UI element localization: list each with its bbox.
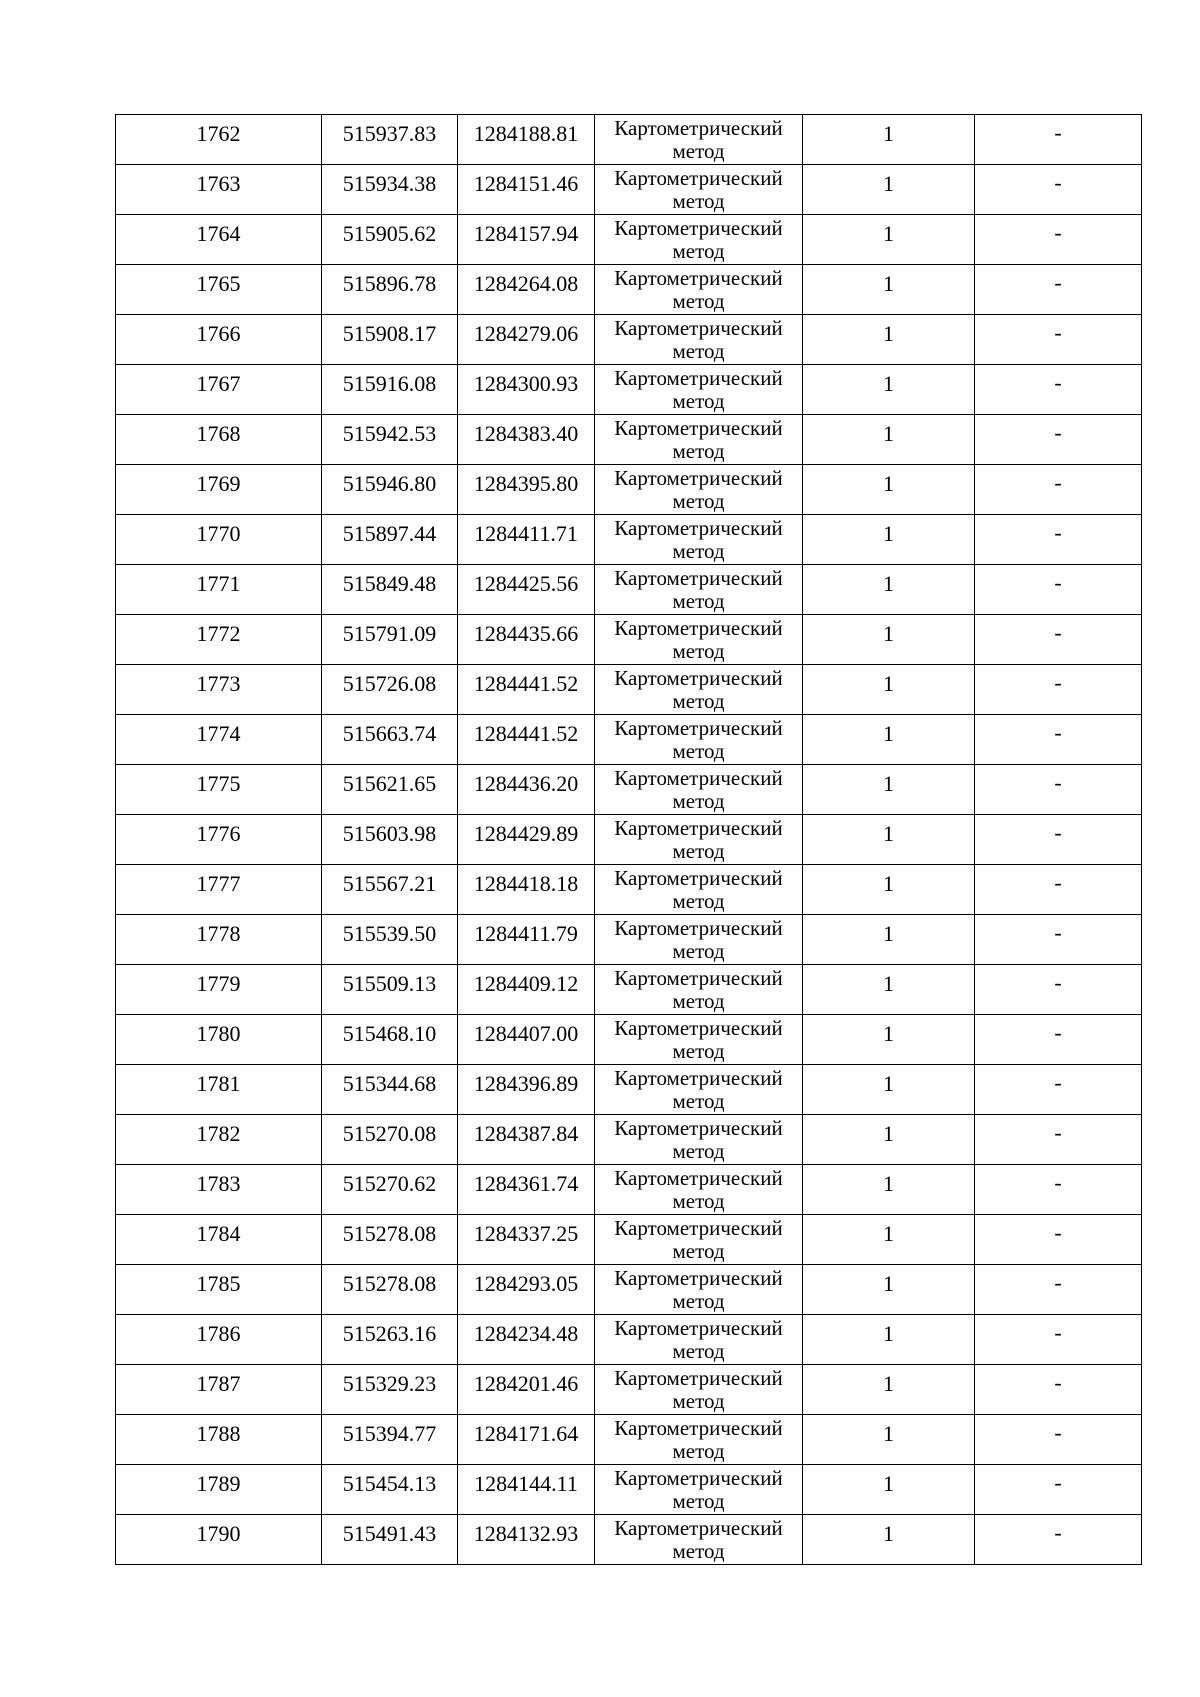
- method-line-1: Картометрический: [614, 1316, 783, 1340]
- method-line-1: Картометрический: [614, 1266, 783, 1290]
- x-coordinate-cell: 515270.62: [322, 1165, 458, 1215]
- y-coordinate-cell: 1284387.84: [458, 1115, 595, 1165]
- point-number-cell: 1779: [116, 965, 322, 1015]
- table-row: [116, 565, 1142, 615]
- note-cell: -: [975, 915, 1142, 965]
- accuracy-cell: 1: [803, 615, 975, 665]
- table-row: [116, 715, 1142, 765]
- method-cell: [595, 1515, 803, 1565]
- y-coordinate-cell: 1284409.12: [458, 965, 595, 1015]
- x-coordinate-cell: 515344.68: [322, 1065, 458, 1115]
- method-cell: [595, 365, 803, 415]
- method-cell: [595, 215, 803, 265]
- point-number-cell: 1766: [116, 315, 322, 365]
- accuracy-cell: 1: [803, 1515, 975, 1565]
- accuracy-cell: 1: [803, 315, 975, 365]
- x-coordinate-cell: 515896.78: [322, 265, 458, 315]
- method-line-2: метод: [672, 589, 725, 613]
- point-number-cell: 1774: [116, 715, 322, 765]
- method-line-2: метод: [672, 289, 725, 313]
- accuracy-cell: 1: [803, 1365, 975, 1415]
- x-coordinate-cell: 515726.08: [322, 665, 458, 715]
- note-cell: -: [975, 765, 1142, 815]
- point-number-cell: 1762: [116, 115, 322, 165]
- table-row: [116, 265, 1142, 315]
- accuracy-cell: 1: [803, 665, 975, 715]
- note-cell: -: [975, 1315, 1142, 1365]
- accuracy-cell: 1: [803, 1315, 975, 1365]
- accuracy-cell: 1: [803, 715, 975, 765]
- method-cell: [595, 815, 803, 865]
- method-line-2: метод: [672, 439, 725, 463]
- x-coordinate-cell: 515468.10: [322, 1015, 458, 1065]
- table-row: [116, 815, 1142, 865]
- method-cell: [595, 465, 803, 515]
- method-cell: [595, 315, 803, 365]
- accuracy-cell: 1: [803, 565, 975, 615]
- point-number-cell: 1770: [116, 515, 322, 565]
- method-line-1: Картометрический: [614, 766, 783, 790]
- point-number-cell: 1763: [116, 165, 322, 215]
- y-coordinate-cell: 1284151.46: [458, 165, 595, 215]
- method-line-2: метод: [672, 1389, 725, 1413]
- y-coordinate-cell: 1284418.18: [458, 865, 595, 915]
- y-coordinate-cell: 1284441.52: [458, 715, 595, 765]
- y-coordinate-cell: 1284234.48: [458, 1315, 595, 1365]
- method-line-2: метод: [672, 639, 725, 663]
- point-number-cell: 1764: [116, 215, 322, 265]
- accuracy-cell: 1: [803, 465, 975, 515]
- x-coordinate-cell: 515663.74: [322, 715, 458, 765]
- method-line-2: метод: [672, 1039, 725, 1063]
- accuracy-cell: 1: [803, 215, 975, 265]
- method-cell: [595, 165, 803, 215]
- method-line-2: метод: [672, 1539, 725, 1563]
- method-line-2: метод: [672, 1289, 725, 1313]
- table-row: [116, 1365, 1142, 1415]
- x-coordinate-cell: 515603.98: [322, 815, 458, 865]
- accuracy-cell: 1: [803, 765, 975, 815]
- method-cell: [595, 265, 803, 315]
- x-coordinate-cell: 515621.65: [322, 765, 458, 815]
- y-coordinate-cell: 1284144.11: [458, 1465, 595, 1515]
- note-cell: -: [975, 465, 1142, 515]
- method-line-2: метод: [672, 1489, 725, 1513]
- x-coordinate-cell: 515278.08: [322, 1265, 458, 1315]
- table-row: [116, 465, 1142, 515]
- x-coordinate-cell: 515942.53: [322, 415, 458, 465]
- table-row: [116, 1215, 1142, 1265]
- method-line-2: метод: [672, 539, 725, 563]
- accuracy-cell: 1: [803, 1465, 975, 1515]
- method-line-1: Картометрический: [614, 166, 783, 190]
- accuracy-cell: 1: [803, 515, 975, 565]
- note-cell: -: [975, 315, 1142, 365]
- point-number-cell: 1782: [116, 1115, 322, 1165]
- method-line-1: Картометрический: [614, 1166, 783, 1190]
- y-coordinate-cell: 1284157.94: [458, 215, 595, 265]
- method-line-1: Картометрический: [614, 666, 783, 690]
- y-coordinate-cell: 1284396.89: [458, 1065, 595, 1115]
- method-line-1: Картометрический: [614, 1366, 783, 1390]
- method-cell: [595, 965, 803, 1015]
- method-cell: [595, 665, 803, 715]
- point-number-cell: 1771: [116, 565, 322, 615]
- accuracy-cell: 1: [803, 265, 975, 315]
- table-row: [116, 1515, 1142, 1565]
- accuracy-cell: 1: [803, 965, 975, 1015]
- note-cell: -: [975, 665, 1142, 715]
- y-coordinate-cell: 1284407.00: [458, 1015, 595, 1065]
- note-cell: -: [975, 115, 1142, 165]
- table-row: [116, 165, 1142, 215]
- accuracy-cell: 1: [803, 415, 975, 465]
- method-cell: [595, 115, 803, 165]
- x-coordinate-cell: 515329.23: [322, 1365, 458, 1415]
- point-number-cell: 1767: [116, 365, 322, 415]
- x-coordinate-cell: 515934.38: [322, 165, 458, 215]
- table-row: [116, 865, 1142, 915]
- point-number-cell: 1787: [116, 1365, 322, 1415]
- method-cell: [595, 615, 803, 665]
- point-number-cell: 1790: [116, 1515, 322, 1565]
- method-cell: [595, 915, 803, 965]
- method-line-1: Картометрический: [614, 116, 783, 140]
- accuracy-cell: 1: [803, 165, 975, 215]
- method-line-1: Картометрический: [614, 1066, 783, 1090]
- x-coordinate-cell: 515454.13: [322, 1465, 458, 1515]
- method-line-2: метод: [672, 189, 725, 213]
- point-number-cell: 1786: [116, 1315, 322, 1365]
- note-cell: -: [975, 265, 1142, 315]
- accuracy-cell: 1: [803, 1415, 975, 1465]
- method-cell: [595, 1465, 803, 1515]
- method-line-1: Картометрический: [614, 966, 783, 990]
- method-line-1: Картометрический: [614, 616, 783, 640]
- x-coordinate-cell: 515278.08: [322, 1215, 458, 1265]
- x-coordinate-cell: 515539.50: [322, 915, 458, 965]
- y-coordinate-cell: 1284188.81: [458, 115, 595, 165]
- note-cell: -: [975, 1165, 1142, 1215]
- accuracy-cell: 1: [803, 1215, 975, 1265]
- table-row: [116, 915, 1142, 965]
- accuracy-cell: 1: [803, 815, 975, 865]
- method-cell: [595, 1265, 803, 1315]
- method-line-2: метод: [672, 1139, 725, 1163]
- point-number-cell: 1778: [116, 915, 322, 965]
- note-cell: -: [975, 1215, 1142, 1265]
- method-cell: [595, 415, 803, 465]
- table-row: [116, 965, 1142, 1015]
- table-row: [116, 1415, 1142, 1465]
- y-coordinate-cell: 1284337.25: [458, 1215, 595, 1265]
- x-coordinate-cell: 515509.13: [322, 965, 458, 1015]
- accuracy-cell: 1: [803, 865, 975, 915]
- point-number-cell: 1780: [116, 1015, 322, 1065]
- note-cell: -: [975, 1065, 1142, 1115]
- method-line-1: Картометрический: [614, 466, 783, 490]
- accuracy-cell: 1: [803, 1115, 975, 1165]
- y-coordinate-cell: 1284300.93: [458, 365, 595, 415]
- method-line-1: Картометрический: [614, 916, 783, 940]
- method-line-2: метод: [672, 1189, 725, 1213]
- table-row: [116, 415, 1142, 465]
- y-coordinate-cell: 1284361.74: [458, 1165, 595, 1215]
- method-line-1: Картометрический: [614, 566, 783, 590]
- x-coordinate-cell: 515946.80: [322, 465, 458, 515]
- accuracy-cell: 1: [803, 365, 975, 415]
- table-row: [116, 1115, 1142, 1165]
- accuracy-cell: 1: [803, 1265, 975, 1315]
- point-number-cell: 1777: [116, 865, 322, 915]
- y-coordinate-cell: 1284411.79: [458, 915, 595, 965]
- method-cell: [595, 1015, 803, 1065]
- method-line-2: метод: [672, 839, 725, 863]
- x-coordinate-cell: 515908.17: [322, 315, 458, 365]
- method-line-1: Картометрический: [614, 1516, 783, 1540]
- x-coordinate-cell: 515394.77: [322, 1415, 458, 1465]
- y-coordinate-cell: 1284132.93: [458, 1515, 595, 1565]
- note-cell: -: [975, 1415, 1142, 1465]
- y-coordinate-cell: 1284201.46: [458, 1365, 595, 1415]
- x-coordinate-cell: 515937.83: [322, 115, 458, 165]
- x-coordinate-cell: 515897.44: [322, 515, 458, 565]
- note-cell: -: [975, 1465, 1142, 1515]
- y-coordinate-cell: 1284411.71: [458, 515, 595, 565]
- y-coordinate-cell: 1284293.05: [458, 1265, 595, 1315]
- table-row: [116, 1315, 1142, 1365]
- x-coordinate-cell: 515567.21: [322, 865, 458, 915]
- note-cell: -: [975, 565, 1142, 615]
- note-cell: -: [975, 815, 1142, 865]
- method-line-2: метод: [672, 689, 725, 713]
- table-row: [116, 765, 1142, 815]
- x-coordinate-cell: 515791.09: [322, 615, 458, 665]
- note-cell: -: [975, 865, 1142, 915]
- table-row: [116, 615, 1142, 665]
- note-cell: -: [975, 515, 1142, 565]
- note-cell: -: [975, 365, 1142, 415]
- x-coordinate-cell: 515905.62: [322, 215, 458, 265]
- table-row: [116, 1465, 1142, 1515]
- note-cell: -: [975, 1365, 1142, 1415]
- point-number-cell: 1768: [116, 415, 322, 465]
- note-cell: -: [975, 615, 1142, 665]
- method-line-2: метод: [672, 789, 725, 813]
- point-number-cell: 1772: [116, 615, 322, 665]
- method-line-2: метод: [672, 1339, 725, 1363]
- note-cell: -: [975, 715, 1142, 765]
- table-row: [116, 315, 1142, 365]
- method-line-1: Картометрический: [614, 366, 783, 390]
- y-coordinate-cell: 1284441.52: [458, 665, 595, 715]
- method-line-1: Картометрический: [614, 1216, 783, 1240]
- table-row: [116, 1165, 1142, 1215]
- method-line-1: Картометрический: [614, 1416, 783, 1440]
- table-row: [116, 115, 1142, 165]
- method-cell: [595, 1365, 803, 1415]
- method-line-1: Картометрический: [614, 866, 783, 890]
- method-line-1: Картометрический: [614, 716, 783, 740]
- method-line-2: метод: [672, 1089, 725, 1113]
- method-line-2: метод: [672, 989, 725, 1013]
- method-line-1: Картометрический: [614, 1116, 783, 1140]
- accuracy-cell: 1: [803, 915, 975, 965]
- method-line-2: метод: [672, 489, 725, 513]
- method-cell: [595, 1165, 803, 1215]
- point-number-cell: 1788: [116, 1415, 322, 1465]
- method-line-2: метод: [672, 139, 725, 163]
- note-cell: -: [975, 1265, 1142, 1315]
- method-line-1: Картометрический: [614, 1016, 783, 1040]
- method-line-1: Картометрический: [614, 266, 783, 290]
- table-row: [116, 1065, 1142, 1115]
- point-number-cell: 1776: [116, 815, 322, 865]
- table-row: [116, 1265, 1142, 1315]
- point-number-cell: 1775: [116, 765, 322, 815]
- method-line-1: Картометрический: [614, 516, 783, 540]
- table-row: [116, 665, 1142, 715]
- point-number-cell: 1783: [116, 1165, 322, 1215]
- y-coordinate-cell: 1284279.06: [458, 315, 595, 365]
- point-number-cell: 1785: [116, 1265, 322, 1315]
- method-line-2: метод: [672, 939, 725, 963]
- point-number-cell: 1784: [116, 1215, 322, 1265]
- method-line-2: метод: [672, 389, 725, 413]
- point-number-cell: 1769: [116, 465, 322, 515]
- x-coordinate-cell: 515916.08: [322, 365, 458, 415]
- note-cell: -: [975, 1115, 1142, 1165]
- method-cell: [595, 765, 803, 815]
- method-line-1: Картометрический: [614, 816, 783, 840]
- y-coordinate-cell: 1284395.80: [458, 465, 595, 515]
- method-cell: [595, 1065, 803, 1115]
- note-cell: -: [975, 1515, 1142, 1565]
- method-line-2: метод: [672, 339, 725, 363]
- table-row: [116, 515, 1142, 565]
- note-cell: -: [975, 215, 1142, 265]
- accuracy-cell: 1: [803, 115, 975, 165]
- note-cell: -: [975, 1015, 1142, 1065]
- x-coordinate-cell: 515849.48: [322, 565, 458, 615]
- method-line-2: метод: [672, 1239, 725, 1263]
- method-line-2: метод: [672, 239, 725, 263]
- method-line-1: Картометрический: [614, 216, 783, 240]
- point-number-cell: 1765: [116, 265, 322, 315]
- method-line-2: метод: [672, 889, 725, 913]
- method-cell: [595, 515, 803, 565]
- note-cell: -: [975, 165, 1142, 215]
- x-coordinate-cell: 515263.16: [322, 1315, 458, 1365]
- y-coordinate-cell: 1284425.56: [458, 565, 595, 615]
- y-coordinate-cell: 1284264.08: [458, 265, 595, 315]
- method-cell: [595, 1215, 803, 1265]
- point-number-cell: 1773: [116, 665, 322, 715]
- method-cell: [595, 1115, 803, 1165]
- accuracy-cell: 1: [803, 1065, 975, 1115]
- note-cell: -: [975, 415, 1142, 465]
- coordinates-table: [115, 114, 1142, 1565]
- method-line-2: метод: [672, 739, 725, 763]
- table-row: [116, 215, 1142, 265]
- y-coordinate-cell: 1284436.20: [458, 765, 595, 815]
- point-number-cell: 1789: [116, 1465, 322, 1515]
- method-cell: [595, 865, 803, 915]
- x-coordinate-cell: 515270.08: [322, 1115, 458, 1165]
- table-row: [116, 1015, 1142, 1065]
- accuracy-cell: 1: [803, 1165, 975, 1215]
- x-coordinate-cell: 515491.43: [322, 1515, 458, 1565]
- coordinates-table-body: [116, 115, 1142, 1565]
- accuracy-cell: 1: [803, 1015, 975, 1065]
- method-line-2: метод: [672, 1439, 725, 1463]
- y-coordinate-cell: 1284383.40: [458, 415, 595, 465]
- y-coordinate-cell: 1284435.66: [458, 615, 595, 665]
- point-number-cell: 1781: [116, 1065, 322, 1115]
- table-row: [116, 365, 1142, 415]
- method-cell: [595, 715, 803, 765]
- method-cell: [595, 1415, 803, 1465]
- note-cell: -: [975, 965, 1142, 1015]
- method-cell: [595, 1315, 803, 1365]
- method-line-1: Картометрический: [614, 1466, 783, 1490]
- method-line-1: Картометрический: [614, 416, 783, 440]
- y-coordinate-cell: 1284171.64: [458, 1415, 595, 1465]
- method-line-1: Картометрический: [614, 316, 783, 340]
- y-coordinate-cell: 1284429.89: [458, 815, 595, 865]
- method-cell: [595, 565, 803, 615]
